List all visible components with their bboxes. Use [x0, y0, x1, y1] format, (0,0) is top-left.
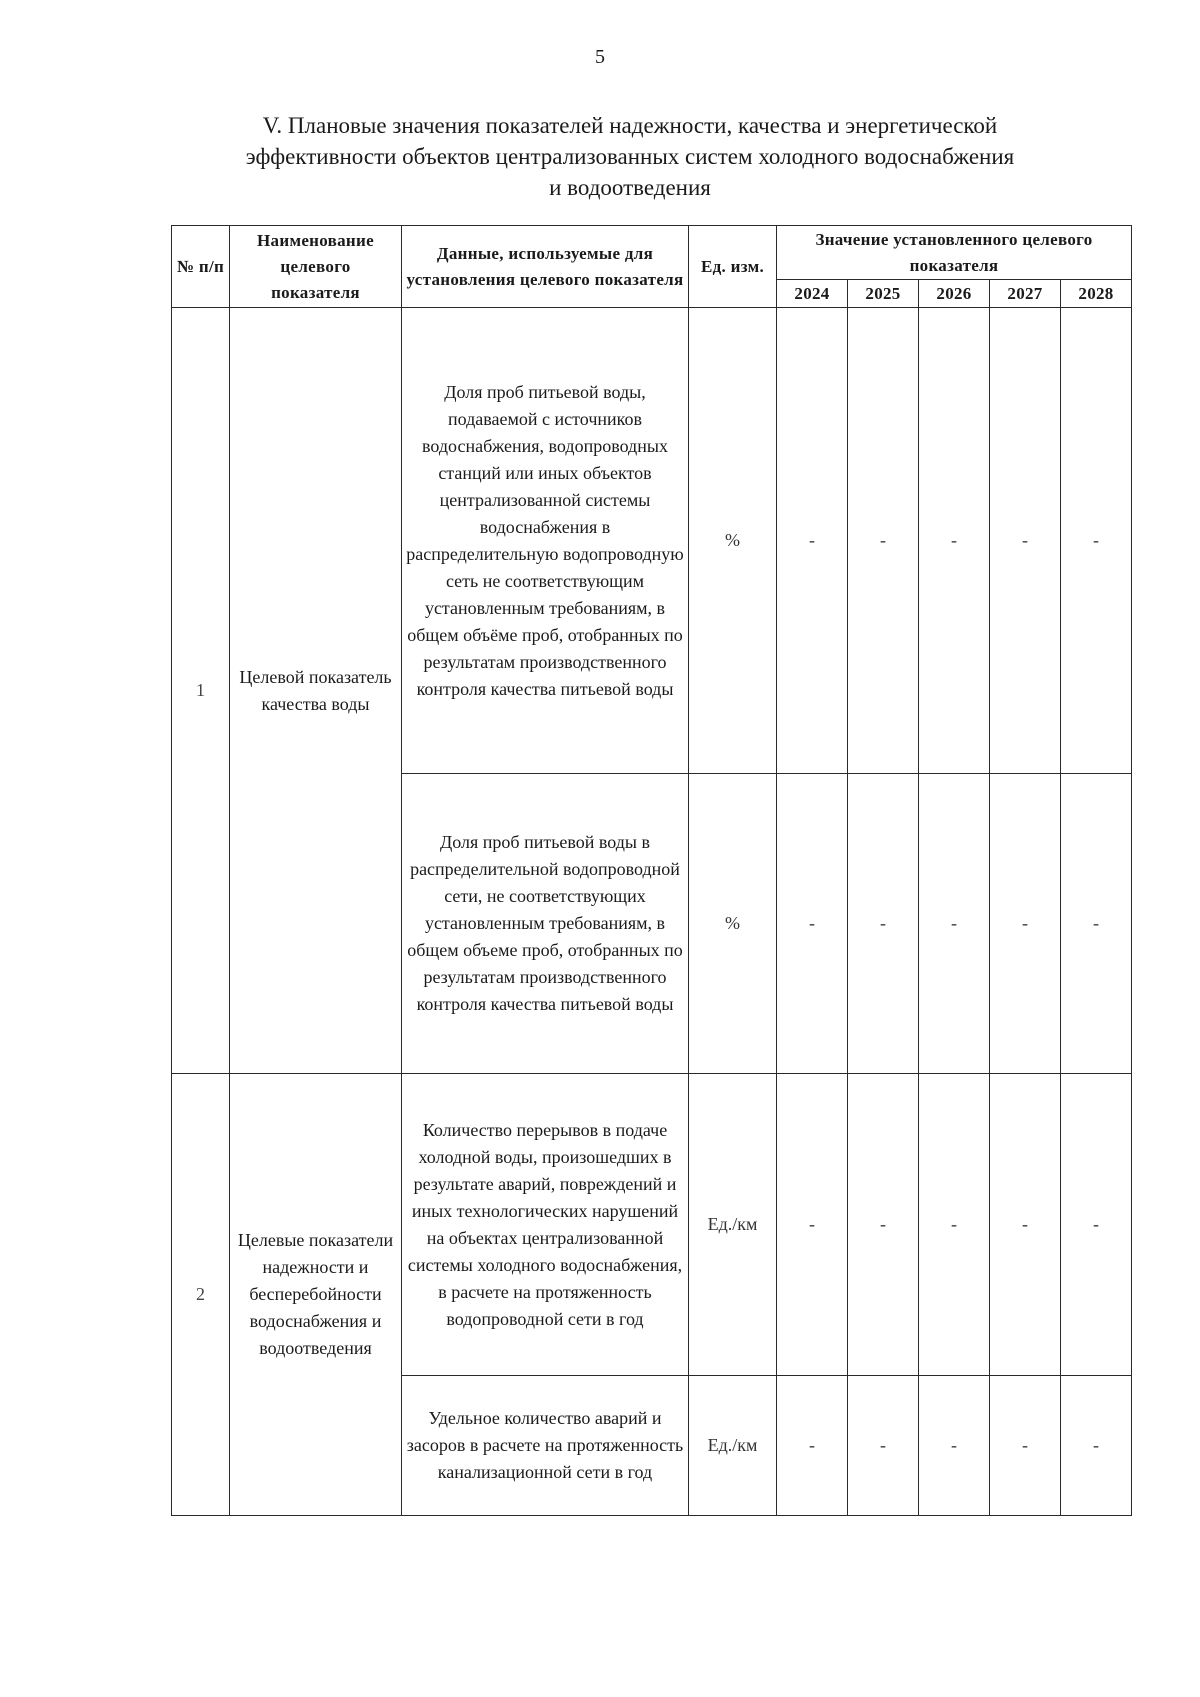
value-cell: - — [990, 774, 1061, 1074]
value-cell: - — [848, 774, 919, 1074]
unit-cell: Ед./км — [689, 1376, 777, 1516]
value-cell: - — [990, 308, 1061, 774]
indicator-data: Количество перерывов в подаче холодной воды, произошедших в результате аварий, повреждений и иных технологических нарушений на объектах централизованной системы холодного водоснабжения, в расчете на протяженность водопроводной сети в год — [402, 1074, 689, 1376]
indicator-data: Доля проб питьевой воды в распределительной водопроводной сети, не соответствующих установленным требованиям, в общем объеме проб, отобранных по результатам производственного контроля качества питьевой воды — [402, 774, 689, 1074]
section-title — [150, 110, 1110, 203]
value-cell: - — [919, 1074, 990, 1376]
target-indicators-table — [171, 225, 1132, 1516]
page-number: 5 — [595, 46, 605, 68]
header-value-group: Значение установленного целевого показателя — [777, 226, 1132, 280]
header-name: Наименование целевого показателя — [230, 226, 402, 308]
value-cell: - — [848, 1376, 919, 1516]
table-row — [172, 308, 1132, 774]
header-year: 2024 — [777, 280, 848, 308]
value-cell: - — [1061, 308, 1132, 774]
value-cell: - — [1061, 1376, 1132, 1516]
value-cell: - — [1061, 1074, 1132, 1376]
value-cell: - — [990, 1376, 1061, 1516]
value-cell: - — [777, 308, 848, 774]
header-unit: Ед. изм. — [689, 226, 777, 308]
table-row — [172, 1074, 1132, 1376]
indicator-data: Удельное количество аварий и засоров в расчете на протяженность канализационной сети в год — [402, 1376, 689, 1516]
row-number: 1 — [172, 308, 230, 1074]
value-cell: - — [777, 1074, 848, 1376]
value-cell: - — [1061, 774, 1132, 1074]
indicator-data: Доля проб питьевой воды, подаваемой с источников водоснабжения, водопроводных станций или иных объектов централизованной системы водоснабжения в распределительную водопроводную сеть не соответствующим установленным требованиям, в общем объёме проб, отобранных по результатам производственного контроля качества питьевой воды — [402, 308, 689, 774]
header-num: № п/п — [172, 226, 230, 308]
row-number: 2 — [172, 1074, 230, 1516]
value-cell: - — [777, 774, 848, 1074]
unit-cell: % — [689, 308, 777, 774]
indicator-name: Целевые показатели надежности и бесперебойности водоснабжения и водоотведения — [230, 1074, 402, 1516]
value-cell: - — [919, 1376, 990, 1516]
header-data: Данные, используемые для установления целевого показателя — [402, 226, 689, 308]
indicator-name: Целевой показатель качества воды — [230, 308, 402, 1074]
title-line-2: эффективности объектов централизованных систем холодного водоснабжения — [245, 144, 1015, 169]
value-cell: - — [777, 1376, 848, 1516]
header-year: 2027 — [990, 280, 1061, 308]
header-year: 2026 — [919, 280, 990, 308]
value-cell: - — [848, 1074, 919, 1376]
title-line-3: и водоотведения — [549, 175, 711, 200]
unit-cell: % — [689, 774, 777, 1074]
header-year: 2025 — [848, 280, 919, 308]
header-year: 2028 — [1061, 280, 1132, 308]
value-cell: - — [919, 774, 990, 1074]
value-cell: - — [848, 308, 919, 774]
value-cell: - — [990, 1074, 1061, 1376]
unit-cell: Ед./км — [689, 1074, 777, 1376]
title-line-1: V. Плановые значения показателей надежности, качества и энергетической — [262, 113, 998, 138]
value-cell: - — [919, 308, 990, 774]
